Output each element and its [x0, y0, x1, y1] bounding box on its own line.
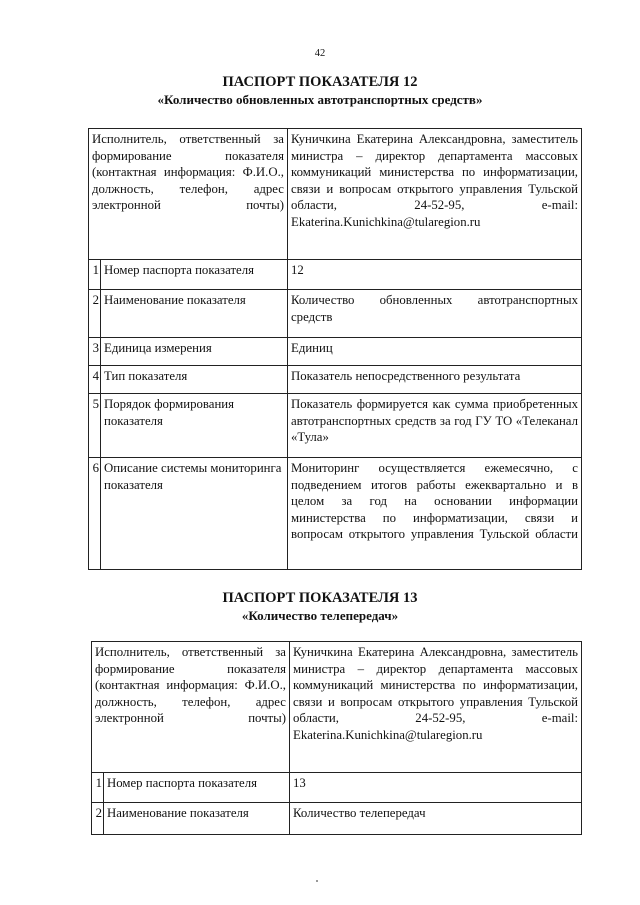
row-number: 1	[89, 260, 101, 290]
passport-title: ПАСПОРТ ПОКАЗАТЕЛЯ 13	[222, 590, 418, 606]
passport-12-heading	[0, 74, 640, 108]
row-label: Наименование показателя	[104, 803, 290, 835]
row-value: Единиц	[288, 338, 582, 366]
executor-row	[92, 642, 582, 773]
executor-value: Куничкина Екатерина Александровна, заместитель министра – директор департамента массовых коммуникаций министерства по информатизации, связи и вопросам открытого управления Тульской области, 24-52-95, e-mail: Ekaterina.Kunichkina@tularegion.ru	[290, 642, 582, 773]
table-row	[89, 366, 582, 394]
row-value: Показатель непосредственного результата	[288, 366, 582, 394]
executor-value: Куничкина Екатерина Александровна, заместитель министра – директор департамента массовых коммуникаций министерства по информатизации, связи и вопросам открытого управления Тульской области, 24-52-95, e-mail: Ekaterina.Kunichkina@tularegion.ru	[288, 129, 582, 260]
row-label: Номер паспорта показателя	[101, 260, 288, 290]
row-number: 4	[89, 366, 101, 394]
executor-label: Исполнитель, ответственный за формирование показателя (контактная информация: Ф.И.О., должность, телефон, адрес электронной почты)	[89, 129, 288, 260]
table-row	[89, 394, 582, 458]
page-number: 42	[314, 48, 326, 59]
row-value: 12	[288, 260, 582, 290]
row-value: Количество обновленных автотранспортных средств	[288, 290, 582, 338]
row-value: Мониторинг осуществляется ежемесячно, с подведением итогов работы ежеквартально и в целом за год на основании информации министерства по информатизации, связи и вопросам открытого управления Тульской области	[288, 458, 582, 570]
table-row	[92, 773, 582, 803]
table-row	[89, 290, 582, 338]
row-label: Номер паспорта показателя	[104, 773, 290, 803]
scan-dot	[316, 880, 318, 882]
row-label: Описание системы мониторинга показателя	[101, 458, 288, 570]
row-label: Наименование показателя	[101, 290, 288, 338]
table-row	[92, 803, 582, 835]
table-row	[89, 260, 582, 290]
passport-13-table	[91, 641, 582, 835]
row-label: Порядок формирования показателя	[101, 394, 288, 458]
row-number: 2	[92, 803, 104, 835]
passport-subtitle: «Количество обновленных автотранспортных средств»	[157, 92, 483, 107]
row-value: Показатель формируется как сумма приобретенных автотранспортных средств за год ГУ ТО «Телеканал «Тула»	[288, 394, 582, 458]
table-row	[89, 338, 582, 366]
row-number: 6	[89, 458, 101, 570]
passport-12-table	[88, 128, 582, 570]
row-value: Количество телепередач	[290, 803, 582, 835]
row-label: Единица измерения	[101, 338, 288, 366]
table-row	[89, 458, 582, 570]
executor-row	[89, 129, 582, 260]
row-number: 3	[89, 338, 101, 366]
row-number: 1	[92, 773, 104, 803]
passport-subtitle: «Количество телепередач»	[241, 608, 399, 623]
passport-13-heading	[0, 590, 640, 624]
passport-title: ПАСПОРТ ПОКАЗАТЕЛЯ 12	[222, 74, 418, 90]
executor-label: Исполнитель, ответственный за формирование показателя (контактная информация: Ф.И.О., должность, телефон, адрес электронной почты)	[92, 642, 290, 773]
row-number: 5	[89, 394, 101, 458]
row-label: Тип показателя	[101, 366, 288, 394]
row-value: 13	[290, 773, 582, 803]
row-number: 2	[89, 290, 101, 338]
